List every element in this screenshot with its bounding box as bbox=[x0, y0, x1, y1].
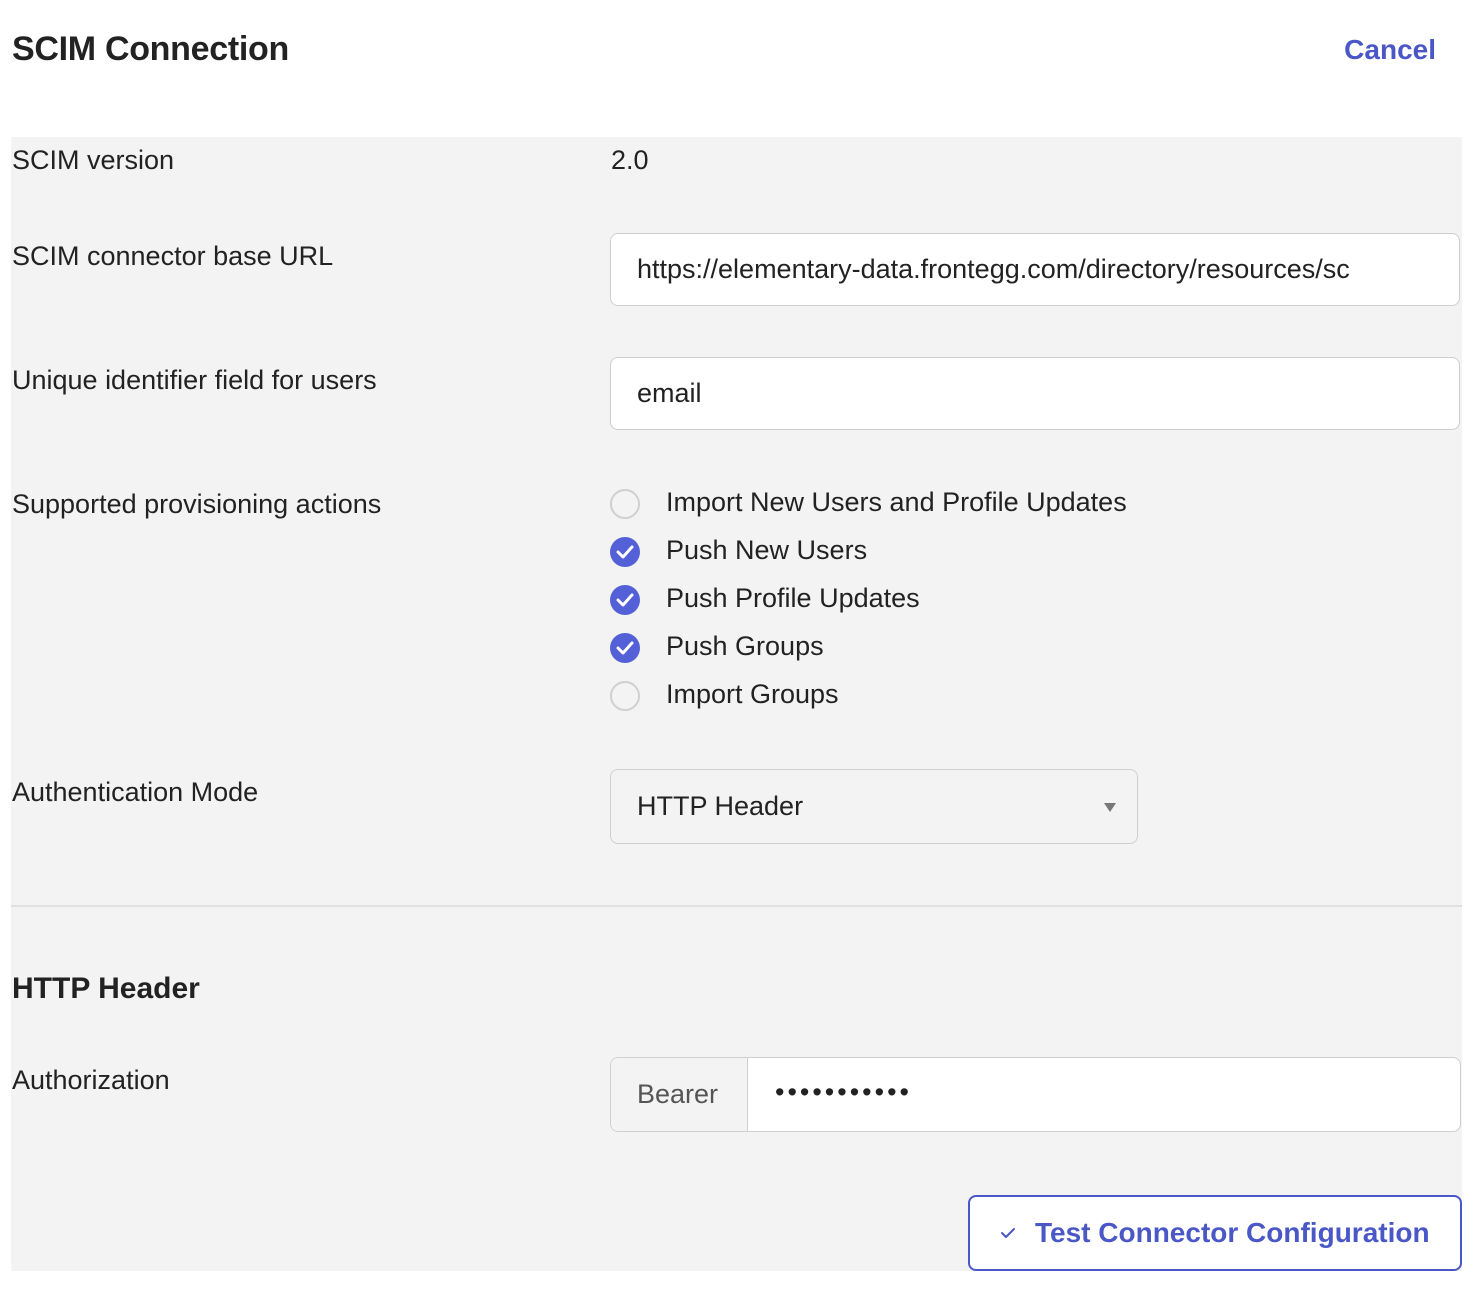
auth-mode-label: Authentication Mode bbox=[12, 777, 259, 807]
checkbox-checked[interactable] bbox=[610, 585, 640, 615]
checkbox-label: Import New Users and Profile Updates bbox=[666, 487, 1127, 517]
scim-version-value: 2.0 bbox=[611, 145, 649, 175]
http-header-section-title: HTTP Header bbox=[12, 972, 200, 1005]
authorization-prefix bbox=[611, 1058, 748, 1131]
auth-mode-select[interactable] bbox=[610, 769, 1138, 844]
section-divider bbox=[11, 905, 1462, 907]
checkmark-icon bbox=[616, 544, 634, 560]
checkmark-icon bbox=[616, 592, 634, 608]
unique-identifier-input[interactable] bbox=[610, 357, 1460, 430]
checkbox-label: Push New Users bbox=[666, 535, 868, 565]
authorization-label: Authorization bbox=[12, 1065, 170, 1095]
unique-identifier-label: Unique identifier field for users bbox=[12, 365, 377, 395]
base-url-input[interactable] bbox=[610, 233, 1460, 306]
page-title: SCIM Connection bbox=[12, 30, 289, 68]
checkbox-label: Push Profile Updates bbox=[666, 583, 920, 613]
authorization-prefix-text: Bearer bbox=[637, 1079, 719, 1109]
test-connector-button[interactable] bbox=[968, 1195, 1462, 1271]
unique-identifier-value: email bbox=[637, 378, 702, 408]
authorization-input-group bbox=[610, 1057, 1461, 1132]
auth-mode-value: HTTP Header bbox=[637, 791, 804, 821]
scim-version-label: SCIM version bbox=[12, 145, 175, 175]
checkmark-icon bbox=[616, 640, 634, 656]
checkbox-label: Push Groups bbox=[666, 631, 824, 661]
test-connector-label: Test Connector Configuration bbox=[1035, 1217, 1430, 1248]
cancel-button[interactable]: Cancel bbox=[1344, 34, 1436, 65]
checkbox-unchecked[interactable] bbox=[610, 489, 640, 519]
check-icon bbox=[1000, 1227, 1016, 1239]
checkbox-unchecked[interactable] bbox=[610, 681, 640, 711]
base-url-label: SCIM connector base URL bbox=[12, 241, 334, 271]
chevron-down-icon bbox=[1104, 803, 1116, 812]
checkbox-label: Import Groups bbox=[666, 679, 839, 709]
authorization-token-input[interactable]: ••••••••••• bbox=[775, 1077, 912, 1107]
provisioning-actions-label: Supported provisioning actions bbox=[12, 489, 382, 519]
scim-settings-panel bbox=[11, 137, 1462, 1271]
base-url-value: https://elementary-data.frontegg.com/directory/resources/sc bbox=[637, 254, 1350, 284]
checkbox-checked[interactable] bbox=[610, 537, 640, 567]
checkbox-checked[interactable] bbox=[610, 633, 640, 663]
